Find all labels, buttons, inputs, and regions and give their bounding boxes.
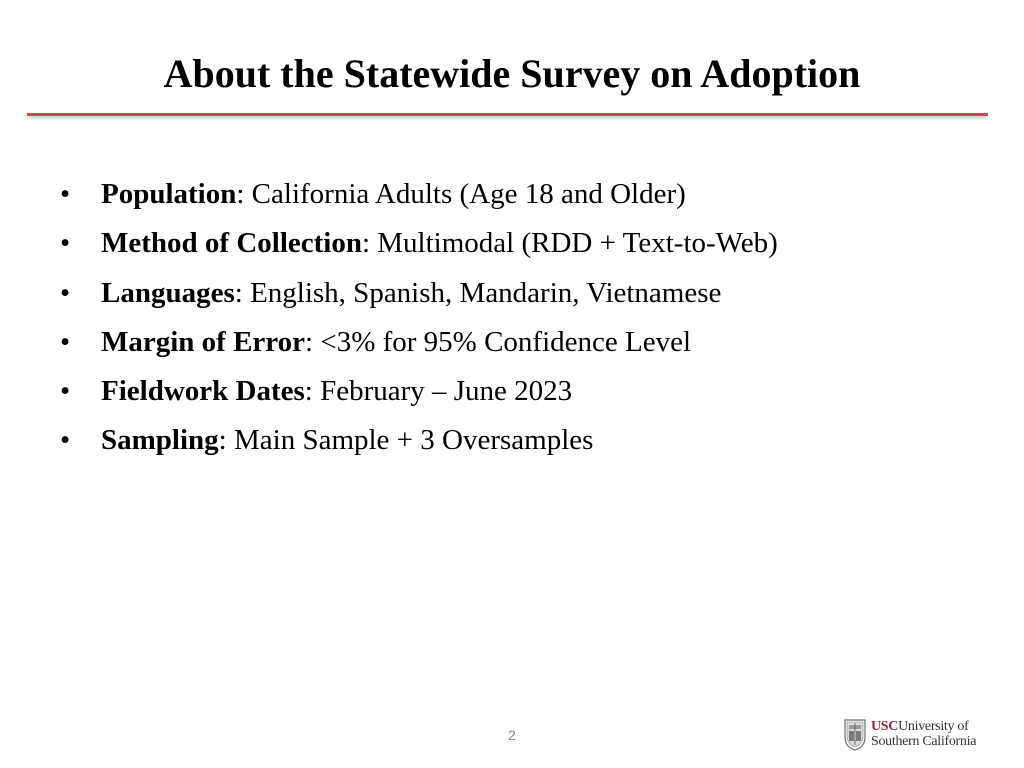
bullet-value: : February – June 2023 [304, 375, 573, 408]
bullet-label: Sampling [101, 424, 219, 457]
slide-title: About the Statewide Survey on Adoption [163, 51, 861, 96]
usc-seal-icon [843, 717, 867, 751]
bullet-text [101, 367, 572, 416]
bullet-text [101, 416, 593, 465]
bullet-item [60, 367, 980, 416]
bullet-icon: • [60, 178, 71, 210]
bullet-label: Fieldwork Dates [101, 375, 305, 408]
bullet-item [60, 318, 980, 367]
bullet-value: : Multimodal (RDD + Text-to-Web) [361, 227, 778, 260]
bullet-label: Population [101, 178, 237, 210]
bullet-item [60, 170, 980, 219]
logo-usc: USC [871, 719, 899, 734]
bullet-value: : English, Spanish, Mandarin, Vietnamese [234, 276, 722, 309]
bullet-value: : California Adults (Age 18 and Older) [236, 178, 686, 210]
bullet-text [101, 170, 686, 219]
logo-wordmark [871, 719, 976, 749]
bullet-icon: • [60, 276, 71, 309]
bullet-text [101, 318, 691, 367]
logo-southern-california: Southern California [871, 734, 977, 749]
bullet-list [60, 170, 980, 466]
bullet-item [60, 416, 980, 465]
bullet-value: : Main Sample + 3 Oversamples [218, 424, 594, 457]
bullet-item [60, 269, 980, 318]
bullet-label: Method of Collection [101, 227, 362, 260]
page-number: 2 [508, 727, 516, 743]
usc-logo [843, 714, 976, 754]
bullet-icon: • [60, 424, 71, 457]
bullet-text [101, 269, 721, 318]
title-underline [27, 113, 988, 116]
bullet-label: Margin of Error [101, 325, 306, 358]
bullet-icon: • [60, 325, 71, 358]
bullet-icon: • [60, 227, 71, 260]
bullet-value: : <3% for 95% Confidence Level [305, 325, 692, 358]
bullet-label: Languages [101, 276, 235, 309]
bullet-item [60, 219, 980, 268]
logo-university-of: University of [898, 719, 969, 734]
bullet-icon: • [60, 375, 71, 408]
bullet-text [101, 219, 778, 268]
